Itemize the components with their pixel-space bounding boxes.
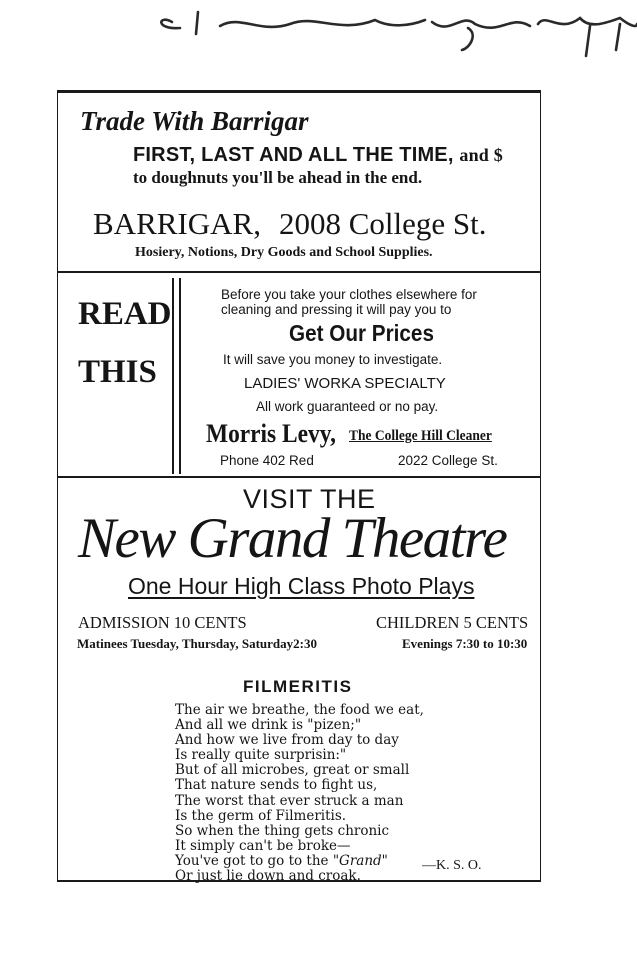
poem-line: Is the germ of Filmeritis. — [175, 807, 347, 824]
barrigar-line1 — [133, 144, 503, 167]
handwritten-scrawl — [150, 0, 637, 60]
levy-name: Morris Levy, — [206, 419, 336, 448]
theatre-children: CHILDREN 5 CENTS — [376, 613, 529, 632]
poem-body — [175, 703, 424, 884]
barrigar-slogan: Trade With Barrigar — [80, 106, 309, 136]
poem-line: Is really quite surprisin:" — [175, 747, 347, 764]
poem-line: And all we drink is "pizen;" — [175, 717, 362, 734]
levy-address: 2022 College St. — [398, 453, 498, 468]
read-heading: READ — [78, 296, 172, 332]
theatre-name: New Grand Theatre — [78, 507, 507, 570]
section-divider-1 — [57, 271, 541, 273]
poem-title: FILMERITIS — [243, 677, 353, 696]
levy-intro-line1: Before you take your clothes elsewhere for — [221, 287, 477, 302]
theatre-visit: VISIT THE — [243, 484, 376, 514]
levy-headline: Get Our Prices — [289, 320, 434, 346]
barrigar-line2: to doughnuts you'll be ahead in the end. — [133, 168, 423, 187]
barrigar-store — [93, 206, 486, 242]
levy-guarantee: All work guaranteed or no pay. — [256, 399, 439, 414]
poem-line: The air we breathe, the food we eat, — [175, 702, 424, 718]
poem-line: But of all microbes, great or small — [175, 762, 410, 779]
theatre-evenings: Evenings 7:30 to 10:30 — [402, 636, 528, 651]
poem-line: It simply can't be broke— — [175, 837, 351, 854]
poem-line: That nature sends to fight us, — [175, 777, 378, 794]
section-divider-2 — [57, 476, 541, 478]
theatre-admission: ADMISSION 10 CENTS — [78, 613, 247, 632]
levy-specialty: LADIES' WORKA SPECIALTY — [244, 375, 446, 392]
poem-last-line: Or just lie down and croak. — [175, 868, 361, 885]
vertical-divider-left — [172, 278, 174, 474]
barrigar-line1-tail: and $ — [459, 145, 503, 165]
poem-line: And how we live from day to day — [175, 732, 399, 749]
barrigar-store-name: BARRIGAR, — [93, 206, 261, 241]
poem-line — [175, 854, 424, 869]
poem-line-text: You've got to go to the — [175, 852, 329, 869]
levy-phone: Phone 402 Red — [220, 453, 314, 468]
barrigar-line1-main: FIRST, LAST AND ALL THE TIME, — [133, 144, 454, 166]
levy-business: The College Hill Cleaner — [349, 428, 492, 444]
levy-save-line: It will save you money to investigate. — [223, 352, 443, 367]
barrigar-address: 2008 College St. — [278, 206, 487, 241]
barrigar-goods: Hosiery, Notions, Dry Goods and School Supplies. — [135, 245, 433, 260]
poem-line: So when the thing gets chronic — [175, 822, 390, 839]
this-heading: THIS — [78, 354, 157, 390]
levy-intro — [221, 287, 477, 317]
levy-intro-line2: cleaning and pressing it will pay you to — [221, 302, 452, 317]
poem-grand: "Grand" — [332, 852, 388, 869]
theatre-matinees: Matinees Tuesday, Thursday, Saturday2:30 — [77, 636, 317, 651]
vertical-divider-right — [179, 278, 181, 474]
poem-line: The worst that ever struck a man — [175, 792, 404, 809]
poem-signature: —K. S. O. — [422, 858, 482, 873]
theatre-tagline: One Hour High Class Photo Plays — [128, 573, 475, 599]
